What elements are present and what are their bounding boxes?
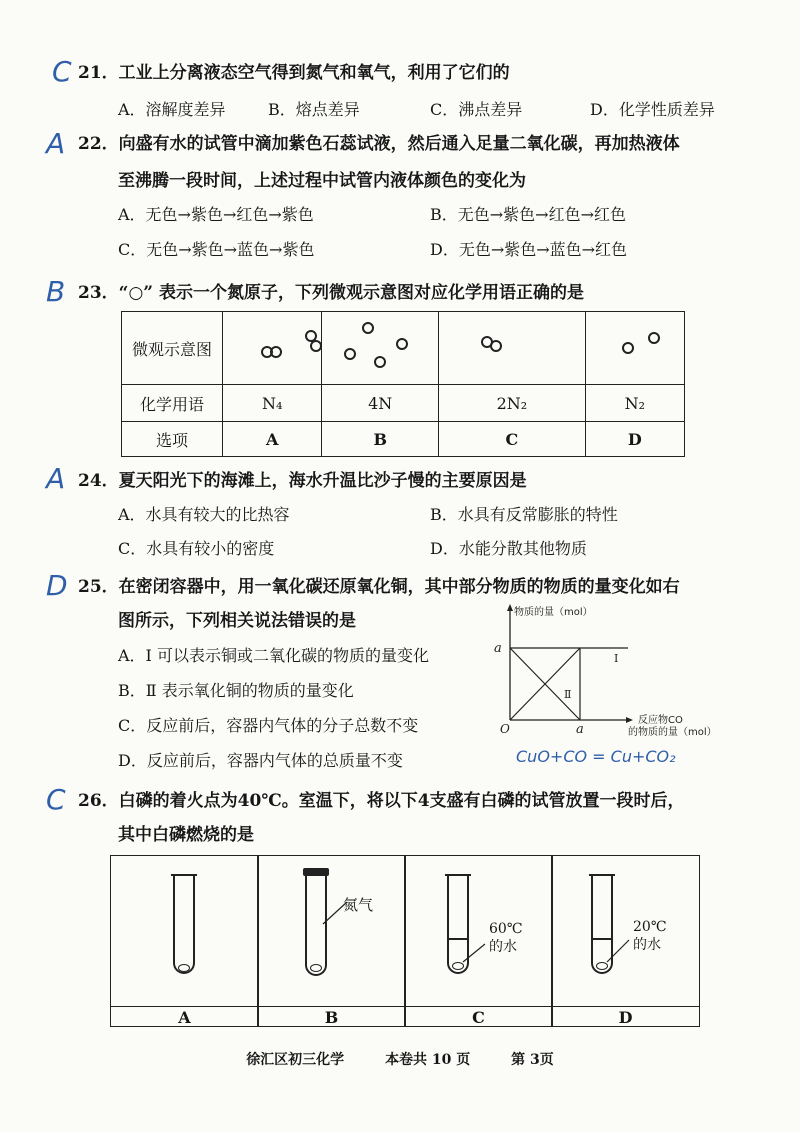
question-number: 24． (78, 471, 119, 491)
option-21-d: D．化学性质差异 (590, 100, 715, 119)
option-25-b: B．Ⅱ 表示氧化铜的物质的量变化 (118, 681, 354, 700)
x-axis-label-1: 反应物CO (638, 715, 683, 726)
temp-20: 20℃ (633, 919, 667, 935)
answer-mark-24: A (46, 462, 66, 495)
question-text: 白磷的着火点为40℃。室温下，将以下4支盛有白磷的试管放置一段时后， (118, 791, 685, 811)
atom-icon (490, 340, 502, 352)
line-i-label: Ⅰ (614, 652, 619, 665)
question-26-line2: 其中白磷燃烧的是 (118, 825, 254, 845)
water-level (449, 938, 467, 940)
footer-district: 徐汇区初三化学 (246, 1052, 345, 1068)
y-arrow-icon (507, 604, 513, 611)
white-phosphorus-icon (178, 964, 190, 972)
option-25-c: C．反应前后，容器内气体的分子总数不变 (118, 716, 419, 735)
figure-label-a: A (178, 1008, 191, 1027)
question-number: 22． (78, 134, 119, 154)
diagram-cell-b (322, 312, 439, 385)
question-23 (78, 282, 584, 304)
x-axis-label-2: 的物质的量（mol） (628, 727, 717, 738)
footer-page: 第 3页 (511, 1052, 554, 1068)
atom-icon (270, 346, 282, 358)
option-21-b: B．熔点差异 (268, 100, 360, 119)
figure-label-c: C (472, 1008, 485, 1027)
formula-b: 4N (322, 385, 439, 422)
nitrogen-label: 氮气 (343, 896, 374, 914)
question-text: 向盛有水的试管中滴加紫色石蕊试液，然后通入足量二氧化碳，再加热液体 (118, 134, 680, 154)
cold-water-label (633, 918, 666, 954)
option-22-c: C．无色→紫色→蓝色→紫色 (118, 240, 315, 259)
formula-d: N₂ (585, 385, 684, 422)
water-text: 的水 (489, 939, 517, 955)
question-25 (78, 576, 680, 598)
footer-total: 本卷共 10 页 (385, 1052, 471, 1068)
page-footer (0, 1049, 800, 1069)
option-25-a: A．Ⅰ 可以表示铜或二氧化碳的物质的量变化 (118, 646, 429, 665)
option-24-c: C．水具有较小的密度 (118, 539, 275, 558)
row-header-option: 选项 (122, 422, 223, 457)
question-number: 25． (78, 577, 119, 597)
y-axis-label: 物质的量（mol） (514, 607, 593, 618)
question-text: 工业上分离液态空气得到氮气和氧气，利用了它们的 (118, 63, 510, 83)
option-24-d: D．水能分散其他物质 (430, 539, 587, 558)
diagram-cell-a (223, 312, 322, 385)
hot-water-label (489, 920, 522, 956)
question-text: 夏天阳光下的海滩上，海水升温比沙子慢的主要原因是 (118, 471, 527, 491)
test-tube-a (173, 874, 195, 974)
option-24-b: B．水具有反常膨胀的特性 (430, 505, 618, 524)
question-21 (78, 62, 510, 84)
option-22-b: B．无色→紫色→红色→红色 (430, 205, 626, 224)
atom-icon (362, 322, 374, 334)
line-ii-label: Ⅱ (564, 688, 572, 701)
option-21-c: C．沸点差异 (430, 100, 523, 119)
question-26 (78, 790, 685, 812)
pointer-line (459, 942, 489, 966)
question-22-line2: 至沸腾一段时间，上述过程中试管内液体颜色的变化为 (118, 171, 526, 191)
amount-graph (488, 602, 728, 742)
white-phosphorus-icon (310, 964, 322, 972)
formula-a: N₄ (223, 385, 322, 422)
formula-c: 2N₂ (439, 385, 586, 422)
diagram-cell-d (585, 312, 684, 385)
x-arrow-icon (626, 717, 633, 723)
stopper-icon (303, 868, 329, 876)
figure-label-b: B (324, 1008, 339, 1027)
option-label-b: B (322, 422, 439, 457)
figure-label-d: D (618, 1008, 633, 1027)
row-header-diagram: 微观示意图 (122, 312, 223, 385)
option-22-a: A．无色→紫色→红色→紫色 (118, 205, 314, 224)
answer-mark-22: A (46, 127, 66, 160)
question-number: 23． (78, 283, 119, 303)
divider (404, 856, 406, 1026)
option-label-a: A (223, 422, 322, 457)
question-text: “○” 表示一个氮原子，下列微观示意图对应化学用语正确的是 (118, 283, 584, 303)
divider (551, 856, 553, 1026)
atom-icon (396, 338, 408, 350)
answer-mark-26: C (46, 783, 66, 816)
diagram-cell-c (439, 312, 586, 385)
question-text: 在密闭容器中，用一氧化碳还原氧化铜，其中部分物质的物质的量变化如右 (118, 577, 680, 597)
a-x-label: a (576, 722, 584, 737)
test-tube-figure (110, 855, 700, 1027)
atom-icon (622, 342, 634, 354)
question-25-line2: 图所示，下列相关说法错误的是 (118, 611, 356, 631)
atom-icon (310, 340, 322, 352)
atom-icon (344, 348, 356, 360)
pointer-line (603, 938, 633, 966)
option-label-d: D (585, 422, 684, 457)
option-21-a: A．溶解度差异 (118, 100, 226, 119)
option-25-d: D．反应前后，容器内气体的总质量不变 (118, 751, 403, 770)
atom-icon (648, 332, 660, 344)
answer-mark-21: C (52, 55, 72, 88)
temp-60: 60℃ (489, 921, 523, 937)
a-y-label: a (494, 641, 502, 656)
question-22 (78, 133, 680, 155)
row-header-formula: 化学用语 (122, 385, 223, 422)
origin-label: O (500, 722, 510, 736)
answer-mark-23: B (46, 275, 66, 308)
water-text: 的水 (633, 937, 661, 953)
option-24-a: A．水具有较大的比热容 (118, 505, 290, 524)
option-22-d: D．无色→紫色→蓝色→红色 (430, 240, 628, 259)
option-label-c: C (439, 422, 586, 457)
answer-mark-25: D (46, 569, 68, 602)
handwritten-equation: CuO+CO = Cu+CO₂ (516, 747, 676, 766)
question-24 (78, 470, 527, 492)
question-number: 26． (78, 791, 119, 811)
micro-diagram-table (121, 311, 685, 457)
divider (257, 856, 259, 1026)
atom-icon (374, 356, 386, 368)
question-number: 21． (78, 63, 119, 83)
